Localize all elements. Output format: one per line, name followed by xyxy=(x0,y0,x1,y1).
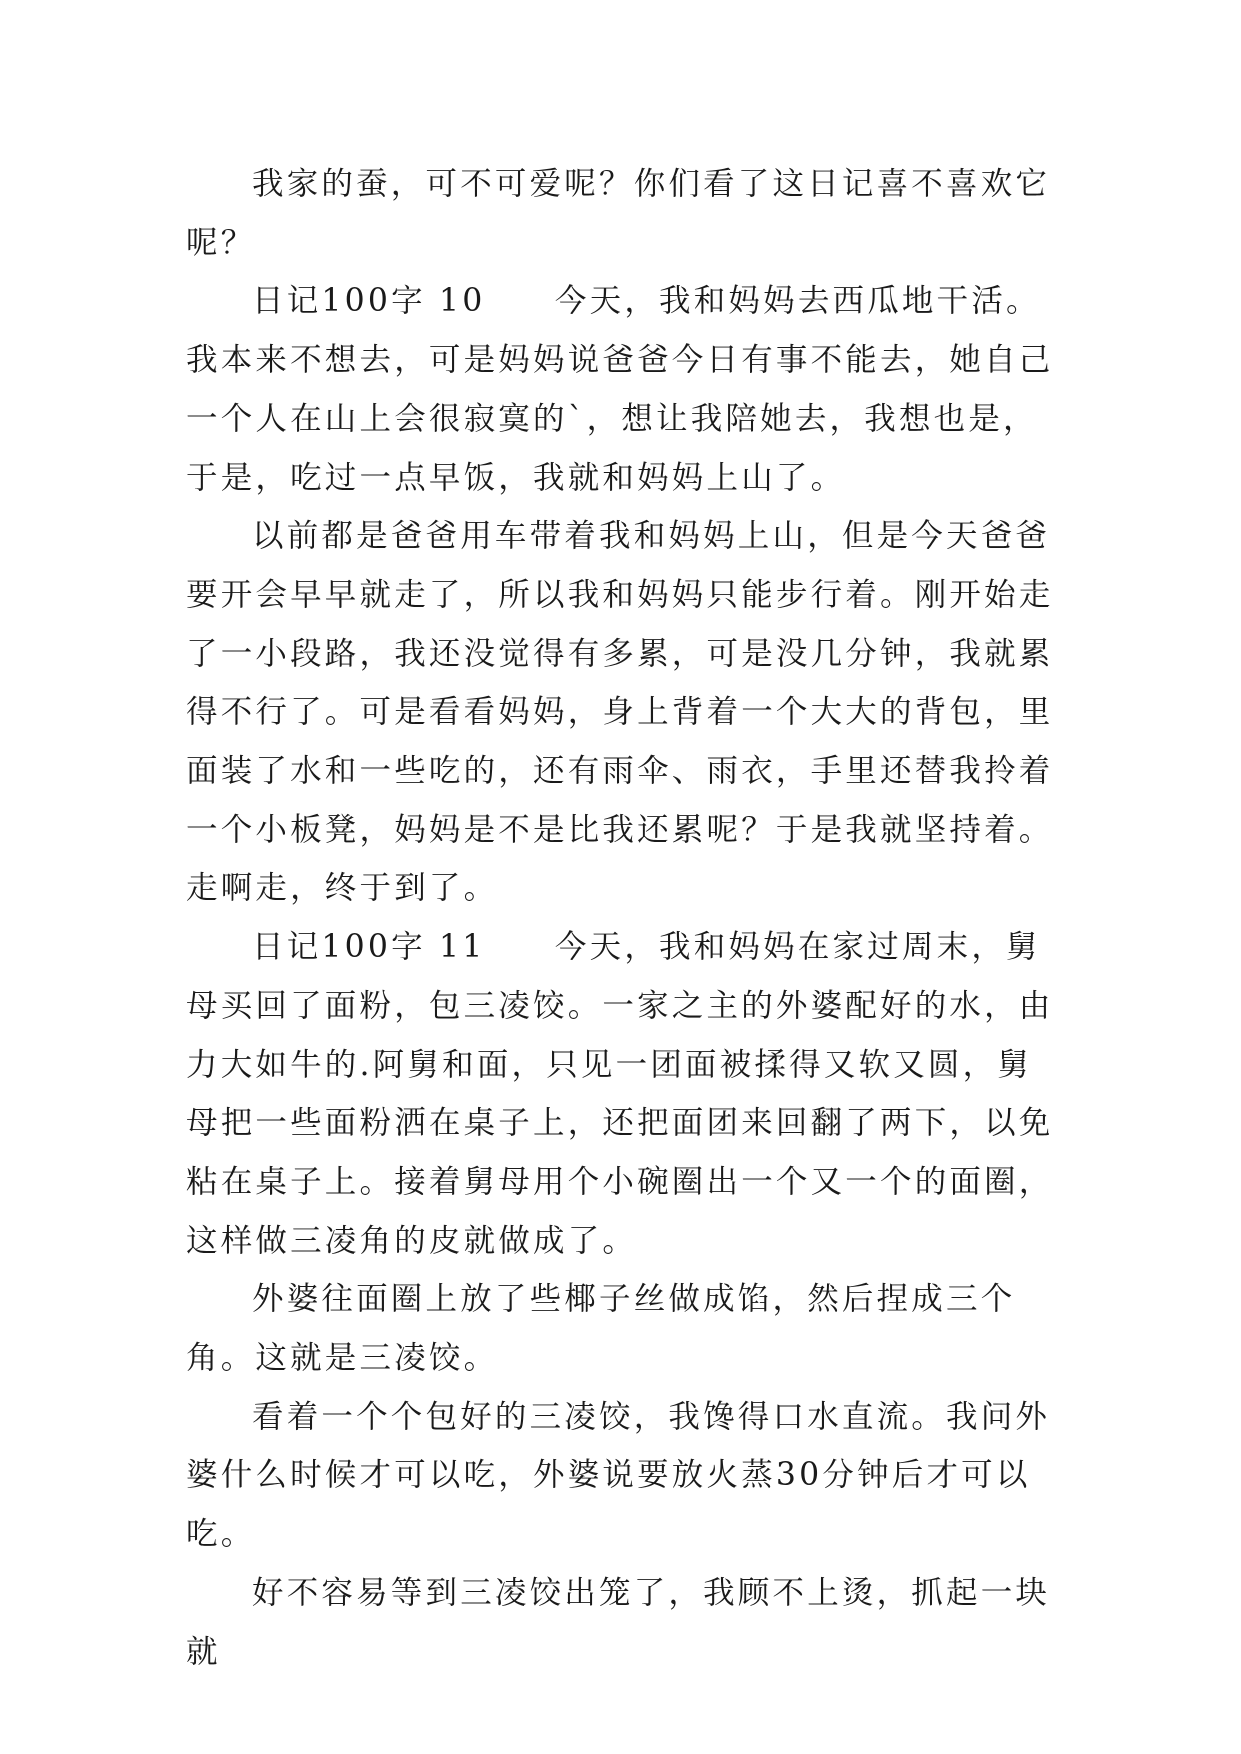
paragraph-steaming: 看着一个个包好的三凌饺，我馋得口水直流。我问外婆什么时候才可以吃，外婆说要放火蒸30分钟后才可以吃。 xyxy=(186,1398,1051,1553)
paragraph-out-of-steamer: 好不容易等到三凌饺出笼了，我顾不上烫，抓起一块就 xyxy=(186,1574,1051,1670)
paragraph-diary-10-watermelon-field: 日记100字 10 今天，我和妈妈去西瓜地干活。我本来不想去，可是妈妈说爸爸今日有事不能去，她自己一个人在山上会很寂寞的`，想让我陪她去，我想也是，于是，吃过一点早饭，我就和妈妈上山了。 xyxy=(186,283,1054,496)
paragraph-silkworm-ending: 我家的蚕，可不可爱呢？你们看了这日记喜不喜欢它呢？ xyxy=(186,166,1051,261)
paragraph-walking-up-mountain: 以前都是爸爸用车带着我和妈妈上山，但是今天爸爸要开会早早就走了，所以我和妈妈只能步行着。刚开始走了一小段路，我还没觉得有多累，可是没几分钟，我就累得不行了。可是看看妈妈，身上背着一个大大的背包，里面装了水和一些吃的，还有雨伞、雨衣，手里还替我拎着一个小板凳，妈妈是不是比我还累呢？于是我就坚持着。走啊走，终于到了。 xyxy=(186,518,1054,907)
paragraph-diary-11-dumplings: 日记100字 11 今天，我和妈妈在家过周末，舅母买回了面粉，包三凌饺。一家之主的外婆配好的水，由力大如牛的.阿舅和面，只见一团面被揉得又软又圆，舅母把一些面粉洒在桌子上，还把面团来回翻了两下，以免粘在桌子上。接着舅母用个小碗圈出一个又一个的面圈，这样做三凌角的皮就做成了。 xyxy=(186,929,1054,1259)
document-body xyxy=(186,155,1056,1681)
paragraph-filling: 外婆往面圈上放了些椰子丝做成馅，然后捏成三个角。这就是三凌饺。 xyxy=(186,1281,1016,1377)
